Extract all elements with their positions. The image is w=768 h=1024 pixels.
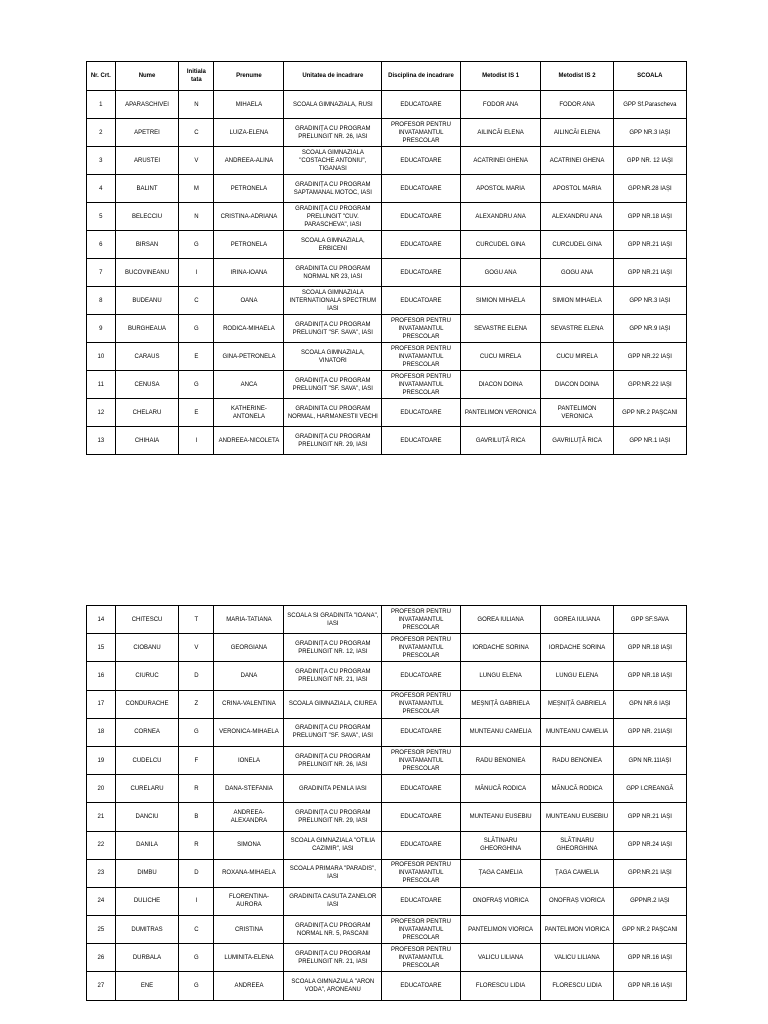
- cell-scoala: GPP NR.21 IAȘI: [613, 259, 686, 287]
- cell-prenume: OANA: [214, 287, 284, 315]
- cell-metodist-1: GOREA IULIANA: [460, 606, 541, 634]
- table-row: [87, 634, 687, 662]
- cell-initiala: Z: [179, 690, 214, 718]
- cell-prenume: ANDREEA-NICOLETA: [214, 427, 284, 455]
- cell-prenume: CRINA-VALENTINA: [214, 690, 284, 718]
- cell-scoala: GPP NR.3 IAȘI: [613, 119, 686, 147]
- cell-nr: 7: [87, 259, 116, 287]
- cell-metodist-2: AILINCĂI ELENA: [541, 119, 613, 147]
- cell-metodist-1: MUNTEANU CAMELIA: [460, 718, 541, 746]
- cell-unitatea: SCOALA GIMNAZIALA "OTILIA CAZIMIR", IASI: [284, 831, 382, 859]
- cell-initiala: B: [179, 803, 214, 831]
- cell-prenume: VERONICA-MIHAELA: [214, 718, 284, 746]
- table-row: [87, 916, 687, 944]
- cell-nr: 4: [87, 175, 116, 203]
- table-row: [87, 427, 687, 455]
- cell-unitatea: GRADINIȚA CU PROGRAM PRELUNGIT "SF. SAVA", IASI: [284, 371, 382, 399]
- table-row: [87, 371, 687, 399]
- cell-scoala: GPP NR.21 IAȘI: [613, 231, 686, 259]
- cell-prenume: LUIZA-ELENA: [214, 119, 284, 147]
- table-row: [87, 315, 687, 343]
- cell-nume: DURBALA: [115, 944, 179, 972]
- cell-metodist-1: FLORESCU LIDIA: [460, 972, 541, 1000]
- cell-nume: CHIHAIA: [115, 427, 179, 455]
- cell-nume: CHITESCU: [115, 606, 179, 634]
- cell-metodist-1: APOSTOL MARIA: [460, 175, 541, 203]
- cell-unitatea: GRADINIȚA CU PROGRAM PRELUNGIT "SF. SAVA", IASI: [284, 315, 382, 343]
- cell-metodist-1: CURCUDEL GINA: [460, 231, 541, 259]
- cell-disciplina: EDUCATOARE: [382, 203, 461, 231]
- cell-metodist-1: GAVRILUȚĂ RICA: [460, 427, 541, 455]
- cell-initiala: C: [179, 287, 214, 315]
- cell-metodist-1: MĂNUCĂ RODICA: [460, 775, 541, 803]
- cell-disciplina: EDUCATOARE: [382, 399, 461, 427]
- cell-prenume: ROXANA-MIHAELA: [214, 859, 284, 887]
- cell-nume: CONDURACHE: [115, 690, 179, 718]
- cell-unitatea: GRADINIȚA CU PROGRAM PRELUNGIT NR. 26, IASI: [284, 119, 382, 147]
- cell-metodist-1: ALEXANDRU ANA: [460, 203, 541, 231]
- cell-metodist-1: RADU BENONIEA: [460, 746, 541, 774]
- cell-nr: 5: [87, 203, 116, 231]
- cell-initiala: R: [179, 831, 214, 859]
- cell-nume: BIRSAN: [115, 231, 179, 259]
- cell-prenume: CRISTINA: [214, 916, 284, 944]
- cell-disciplina: PROFESOR PENTRU INVATAMANTUL PRESCOLAR: [382, 859, 461, 887]
- cell-nr: 13: [87, 427, 116, 455]
- table-body: [87, 91, 687, 455]
- cell-metodist-2: GOGU ANA: [541, 259, 613, 287]
- cell-prenume: PETRONELA: [214, 231, 284, 259]
- cell-unitatea: GRADINIȚA CU PROGRAM PRELUNGIT NR. 12, IASI: [284, 634, 382, 662]
- cell-disciplina: PROFESOR PENTRU INVATAMANTUL PRESCOLAR: [382, 606, 461, 634]
- table-row: [87, 718, 687, 746]
- cell-nume: BELECCIU: [115, 203, 179, 231]
- cell-metodist-1: AILINCĂI ELENA: [460, 119, 541, 147]
- cell-nr: 2: [87, 119, 116, 147]
- cell-scoala: GPN NR.11IAȘI: [613, 746, 686, 774]
- cell-nume: ARUSTEI: [115, 147, 179, 175]
- cell-scoala: GPP.NR.28 IAȘI: [613, 175, 686, 203]
- cell-initiala: M: [179, 175, 214, 203]
- cell-unitatea: GRADINITA CU PROGRAM NORMAL NR 23, IASI: [284, 259, 382, 287]
- cell-nr: 14: [87, 606, 116, 634]
- cell-nr: 20: [87, 775, 116, 803]
- cell-unitatea: SCOALA GIMNAZIALA, CIUREA: [284, 690, 382, 718]
- cell-unitatea: GRADINIȚA CU PROGRAM PRELUNGIT "SF. SAVA", IASI: [284, 718, 382, 746]
- cell-prenume: LUMINITA-ELENA: [214, 944, 284, 972]
- cell-metodist-2: ALEXANDRU ANA: [541, 203, 613, 231]
- cell-nume: APARASCHIVEI: [115, 91, 179, 119]
- cell-prenume: RODICA-MIHAELA: [214, 315, 284, 343]
- cell-scoala: GPP NR.22 IAȘI: [613, 343, 686, 371]
- cell-prenume: SIMONA: [214, 831, 284, 859]
- cell-initiala: G: [179, 944, 214, 972]
- header-metodist-1: Metodist IS 1: [460, 62, 541, 91]
- cell-nume: BALINT: [115, 175, 179, 203]
- cell-metodist-2: CUCU MIRELA: [541, 343, 613, 371]
- cell-unitatea: GRADINITA CU PROGRAM NORMAL, HARMANESTII VECHI: [284, 399, 382, 427]
- table-row: [87, 399, 687, 427]
- cell-disciplina: PROFESOR PENTRU INVATAMANTUL PRESCOLAR: [382, 944, 461, 972]
- table-row: [87, 775, 687, 803]
- cell-unitatea: GRADINIȚA CU PROGRAM PRELUNGIT NR. 26, IASI: [284, 746, 382, 774]
- cell-scoala: GPP I.CREANGĂ: [613, 775, 686, 803]
- cell-metodist-1: MEȘNIȚĂ GABRIELA: [460, 690, 541, 718]
- assignment-table-page-2: [86, 605, 687, 1001]
- cell-prenume: KATHERINE-ANTONELA: [214, 399, 284, 427]
- cell-prenume: MARIA-TATIANA: [214, 606, 284, 634]
- cell-nr: 11: [87, 371, 116, 399]
- cell-nume: CENUSA: [115, 371, 179, 399]
- cell-scoala: GPP NR. 12 IAȘI: [613, 147, 686, 175]
- cell-unitatea: GRADINIȚA CU PROGRAM PRELUNGIT NR. 29, IASI: [284, 803, 382, 831]
- cell-disciplina: PROFESOR PENTRU INVATAMANTUL PRESCOLAR: [382, 916, 461, 944]
- cell-prenume: PETRONELA: [214, 175, 284, 203]
- table-row: [87, 606, 687, 634]
- header-disciplina: Disciplina de incadrare: [382, 62, 461, 91]
- cell-metodist-1: LUNGU ELENA: [460, 662, 541, 690]
- cell-scoala: GPP NR.2 PAȘCANI: [613, 916, 686, 944]
- cell-disciplina: EDUCATOARE: [382, 718, 461, 746]
- cell-metodist-2: PANTELIMON VIORICA: [541, 916, 613, 944]
- table-row: [87, 859, 687, 887]
- cell-nume: CURELARU: [115, 775, 179, 803]
- cell-initiala: N: [179, 203, 214, 231]
- cell-initiala: G: [179, 718, 214, 746]
- cell-nume: DIMBU: [115, 859, 179, 887]
- cell-nr: 10: [87, 343, 116, 371]
- cell-initiala: D: [179, 859, 214, 887]
- table-row: [87, 119, 687, 147]
- cell-scoala: GPP NR.9 IAȘI: [613, 315, 686, 343]
- cell-scoala: GPN NR.6 IAȘI: [613, 690, 686, 718]
- header-scoala: SCOALA: [613, 62, 686, 91]
- cell-metodist-2: PANTELIMON VERONICA: [541, 399, 613, 427]
- table-header: [87, 62, 687, 91]
- table-row: [87, 175, 687, 203]
- cell-disciplina: EDUCATOARE: [382, 259, 461, 287]
- cell-nume: BUCOVINEANU: [115, 259, 179, 287]
- cell-nr: 19: [87, 746, 116, 774]
- cell-nr: 9: [87, 315, 116, 343]
- cell-metodist-2: RADU BENONIEA: [541, 746, 613, 774]
- cell-scoala: GPP NR.21 IAȘI: [613, 803, 686, 831]
- cell-nr: 1: [87, 91, 116, 119]
- header-metodist-2: Metodist IS 2: [541, 62, 613, 91]
- cell-metodist-2: MEȘNIȚĂ GABRIELA: [541, 690, 613, 718]
- cell-metodist-1: ONOFRAȘ VIORICA: [460, 887, 541, 915]
- cell-disciplina: PROFESOR PENTRU INVATAMANTUL PRESCOLAR: [382, 371, 461, 399]
- cell-nr: 12: [87, 399, 116, 427]
- cell-metodist-1: PANTELIMON VERONICA: [460, 399, 541, 427]
- cell-initiala: E: [179, 343, 214, 371]
- cell-metodist-1: ACATRINEI GHENA: [460, 147, 541, 175]
- cell-nr: 27: [87, 972, 116, 1000]
- cell-prenume: ANDREEA: [214, 972, 284, 1000]
- table-row: [87, 887, 687, 915]
- cell-prenume: GEORGIANA: [214, 634, 284, 662]
- cell-disciplina: EDUCATOARE: [382, 287, 461, 315]
- cell-metodist-2: ACATRINEI GHENA: [541, 147, 613, 175]
- table-row: [87, 803, 687, 831]
- cell-disciplina: EDUCATOARE: [382, 175, 461, 203]
- cell-prenume: GINA-PETRONELA: [214, 343, 284, 371]
- cell-metodist-2: GOREA IULIANA: [541, 606, 613, 634]
- cell-initiala: I: [179, 427, 214, 455]
- cell-nume: ENE: [115, 972, 179, 1000]
- cell-disciplina: EDUCATOARE: [382, 662, 461, 690]
- cell-nume: DANCIU: [115, 803, 179, 831]
- table-row: [87, 91, 687, 119]
- cell-unitatea: SCOALA GIMNAZIALA, VINATORI: [284, 343, 382, 371]
- cell-disciplina: EDUCATOARE: [382, 803, 461, 831]
- cell-nr: 17: [87, 690, 116, 718]
- cell-unitatea: GRADINIȚA CU PROGRAM PRELUNGIT "CUV. PARASCHEVA", IASI: [284, 203, 382, 231]
- cell-disciplina: EDUCATOARE: [382, 972, 461, 1000]
- cell-unitatea: GRADINIȚA CU PROGRAM PRELUNGIT NR. 21, IASI: [284, 662, 382, 690]
- cell-nume: APETREI: [115, 119, 179, 147]
- cell-prenume: FLORENTINA-AURORA: [214, 887, 284, 915]
- cell-nume: CARAUS: [115, 343, 179, 371]
- cell-initiala: C: [179, 916, 214, 944]
- table-row: [87, 147, 687, 175]
- header-nr: Nr. Crt.: [87, 62, 116, 91]
- cell-prenume: ANDREEA-ALEXANDRA: [214, 803, 284, 831]
- cell-initiala: G: [179, 315, 214, 343]
- cell-metodist-2: MUNTEANU EUSEBIU: [541, 803, 613, 831]
- cell-scoala: GPP NR.24 IAȘI: [613, 831, 686, 859]
- cell-scoala: GPP NR.2 PAȘCANI: [613, 399, 686, 427]
- cell-nr: 3: [87, 147, 116, 175]
- cell-disciplina: PROFESOR PENTRU INVATAMANTUL PRESCOLAR: [382, 119, 461, 147]
- cell-unitatea: SCOALA GIMNAZIALA "COSTACHE ANTONIU", TIGANASI: [284, 147, 382, 175]
- cell-initiala: I: [179, 887, 214, 915]
- cell-metodist-2: SIMION MIHAELA: [541, 287, 613, 315]
- cell-nr: 16: [87, 662, 116, 690]
- cell-nr: 18: [87, 718, 116, 746]
- cell-nume: CUDELCU: [115, 746, 179, 774]
- cell-prenume: DANA: [214, 662, 284, 690]
- cell-nume: BURGHEAUA: [115, 315, 179, 343]
- header-initiala: Initiala tata: [179, 62, 214, 91]
- cell-nume: BUDEANU: [115, 287, 179, 315]
- cell-metodist-1: DIACON DOINA: [460, 371, 541, 399]
- cell-initiala: G: [179, 371, 214, 399]
- cell-disciplina: EDUCATOARE: [382, 887, 461, 915]
- cell-initiala: C: [179, 119, 214, 147]
- cell-initiala: F: [179, 746, 214, 774]
- cell-unitatea: GRADINITA PENILA IASI: [284, 775, 382, 803]
- cell-metodist-2: IORDACHE SORINA: [541, 634, 613, 662]
- cell-nume: DUMITRAS: [115, 916, 179, 944]
- table-row: [87, 972, 687, 1000]
- cell-metodist-2: FLORESCU LIDIA: [541, 972, 613, 1000]
- table-row: [87, 746, 687, 774]
- header-prenume: Prenume: [214, 62, 284, 91]
- cell-unitatea: GRADINIȚA CU PROGRAM SAPTAMANAL MOTOC, IASI: [284, 175, 382, 203]
- cell-initiala: D: [179, 662, 214, 690]
- table-row: [87, 944, 687, 972]
- cell-disciplina: EDUCATOARE: [382, 147, 461, 175]
- cell-metodist-2: LUNGU ELENA: [541, 662, 613, 690]
- cell-disciplina: PROFESOR PENTRU INVATAMANTUL PRESCOLAR: [382, 746, 461, 774]
- cell-nume: DANILA: [115, 831, 179, 859]
- cell-disciplina: PROFESOR PENTRU INVATAMANTUL PRESCOLAR: [382, 690, 461, 718]
- cell-scoala: GPP NR.3 IAȘI: [613, 287, 686, 315]
- header-unitatea: Unitatea de incadrare: [284, 62, 382, 91]
- table-row: [87, 343, 687, 371]
- cell-metodist-2: APOSTOL MARIA: [541, 175, 613, 203]
- cell-prenume: MIHAELA: [214, 91, 284, 119]
- cell-metodist-1: IORDACHE SORINA: [460, 634, 541, 662]
- cell-prenume: ANDREEA-ALINA: [214, 147, 284, 175]
- cell-metodist-1: PANTELIMON VIORICA: [460, 916, 541, 944]
- cell-initiala: G: [179, 231, 214, 259]
- cell-nume: DULICHE: [115, 887, 179, 915]
- cell-scoala: GPP.NR.22 IAȘI: [613, 371, 686, 399]
- table-row: [87, 831, 687, 859]
- cell-prenume: ANCA: [214, 371, 284, 399]
- cell-metodist-1: MUNTEANU EUSEBIU: [460, 803, 541, 831]
- cell-metodist-2: FODOR ANA: [541, 91, 613, 119]
- cell-prenume: DANA-STEFANIA: [214, 775, 284, 803]
- table-row: [87, 259, 687, 287]
- cell-metodist-2: DIACON DOINA: [541, 371, 613, 399]
- cell-metodist-2: SEVASTRE ELENA: [541, 315, 613, 343]
- table-row: [87, 203, 687, 231]
- cell-initiala: I: [179, 259, 214, 287]
- cell-unitatea: GRADINIȚA CU PROGRAM PRELUNGIT NR. 21, IASI: [284, 944, 382, 972]
- cell-metodist-2: GAVRILUȚĂ RICA: [541, 427, 613, 455]
- cell-initiala: E: [179, 399, 214, 427]
- cell-nume: CORNEA: [115, 718, 179, 746]
- cell-initiala: N: [179, 91, 214, 119]
- cell-nr: 15: [87, 634, 116, 662]
- cell-metodist-1: GOGU ANA: [460, 259, 541, 287]
- table-row: [87, 662, 687, 690]
- cell-unitatea: SCOALA GIMNAZIALA "ARON VODA", ARONEANU: [284, 972, 382, 1000]
- cell-unitatea: SCOALA PRIMARA "PARADIS", IASI: [284, 859, 382, 887]
- cell-prenume: IONELA: [214, 746, 284, 774]
- cell-unitatea: GRADINIȚA CU PROGRAM PRELUNGIT NR. 29, IASI: [284, 427, 382, 455]
- cell-nume: CIURUC: [115, 662, 179, 690]
- cell-scoala: GPP NR.16 IAȘI: [613, 972, 686, 1000]
- cell-metodist-2: CURCUDEL GINA: [541, 231, 613, 259]
- cell-metodist-2: MĂNUCĂ RODICA: [541, 775, 613, 803]
- cell-scoala: GPP.NR.21 IAȘI: [613, 859, 686, 887]
- cell-initiala: T: [179, 606, 214, 634]
- cell-scoala: GPP NR.1 IAȘI: [613, 427, 686, 455]
- cell-disciplina: PROFESOR PENTRU INVATAMANTUL PRESCOLAR: [382, 343, 461, 371]
- cell-disciplina: PROFESOR PENTRU INVATAMANTUL PRESCOLAR: [382, 634, 461, 662]
- cell-metodist-1: SEVASTRE ELENA: [460, 315, 541, 343]
- cell-metodist-1: ȚAGA CAMELIA: [460, 859, 541, 887]
- cell-scoala: GPPNR.2 IAȘI: [613, 887, 686, 915]
- cell-unitatea: GRADINITA CASUTA ZANELOR IASI: [284, 887, 382, 915]
- cell-disciplina: EDUCATOARE: [382, 91, 461, 119]
- cell-metodist-2: ONOFRAȘ VIORICA: [541, 887, 613, 915]
- table-row: [87, 690, 687, 718]
- cell-metodist-1: SLĂTINARU GHEORGHINA: [460, 831, 541, 859]
- cell-unitatea: SCOALA GIMNAZIALA, RUSI: [284, 91, 382, 119]
- cell-metodist-2: SLĂTINARU GHEORGHINA: [541, 831, 613, 859]
- cell-scoala: GPP NR.18 IAȘI: [613, 662, 686, 690]
- cell-nr: 26: [87, 944, 116, 972]
- cell-nr: 25: [87, 916, 116, 944]
- cell-unitatea: SCOALA GIMNAZIALA INTERNATIONALA SPECTRUM IASI: [284, 287, 382, 315]
- cell-disciplina: PROFESOR PENTRU INVATAMANTUL PRESCOLAR: [382, 315, 461, 343]
- cell-metodist-1: VALICU LILIANA: [460, 944, 541, 972]
- cell-prenume: IRINA-IOANA: [214, 259, 284, 287]
- cell-metodist-1: CUCU MIRELA: [460, 343, 541, 371]
- cell-disciplina: EDUCATOARE: [382, 831, 461, 859]
- cell-unitatea: SCOALA SI GRADINITA "IOANA", IASI: [284, 606, 382, 634]
- cell-metodist-2: VALICU LILIANA: [541, 944, 613, 972]
- cell-nume: CHELARU: [115, 399, 179, 427]
- cell-scoala: GPP NR. 21IAȘI: [613, 718, 686, 746]
- cell-scoala: GPP NR.16 IAȘI: [613, 944, 686, 972]
- cell-nume: CIOBANU: [115, 634, 179, 662]
- assignment-table-page-1: [86, 61, 687, 455]
- cell-initiala: R: [179, 775, 214, 803]
- table-row: [87, 287, 687, 315]
- cell-unitatea: GRADINIȚA CU PROGRAM NORMAL NR. 5, PASCANI: [284, 916, 382, 944]
- cell-metodist-2: MUNTEANU CAMELIA: [541, 718, 613, 746]
- cell-initiala: V: [179, 147, 214, 175]
- cell-scoala: GPP NR.18 IAȘI: [613, 634, 686, 662]
- cell-nr: 21: [87, 803, 116, 831]
- table-row: [87, 231, 687, 259]
- cell-disciplina: EDUCATOARE: [382, 427, 461, 455]
- cell-nr: 22: [87, 831, 116, 859]
- cell-prenume: CRISTINA-ADRIANA: [214, 203, 284, 231]
- cell-metodist-2: ȚAGA CAMELIA: [541, 859, 613, 887]
- cell-scoala: GPP SF.SAVA: [613, 606, 686, 634]
- cell-disciplina: EDUCATOARE: [382, 231, 461, 259]
- cell-unitatea: SCOALA GIMNAZIALA, ERBICENI: [284, 231, 382, 259]
- header-nume: Nume: [115, 62, 179, 91]
- table-body: [87, 606, 687, 1001]
- cell-initiala: V: [179, 634, 214, 662]
- cell-metodist-1: FODOR ANA: [460, 91, 541, 119]
- cell-metodist-1: SIMION MIHAELA: [460, 287, 541, 315]
- cell-initiala: G: [179, 972, 214, 1000]
- cell-nr: 24: [87, 887, 116, 915]
- cell-scoala: GPP NR.18 IAȘI: [613, 203, 686, 231]
- cell-nr: 23: [87, 859, 116, 887]
- cell-scoala: GPP Sf.Parascheva: [613, 91, 686, 119]
- cell-disciplina: EDUCATOARE: [382, 775, 461, 803]
- cell-nr: 6: [87, 231, 116, 259]
- cell-nr: 8: [87, 287, 116, 315]
